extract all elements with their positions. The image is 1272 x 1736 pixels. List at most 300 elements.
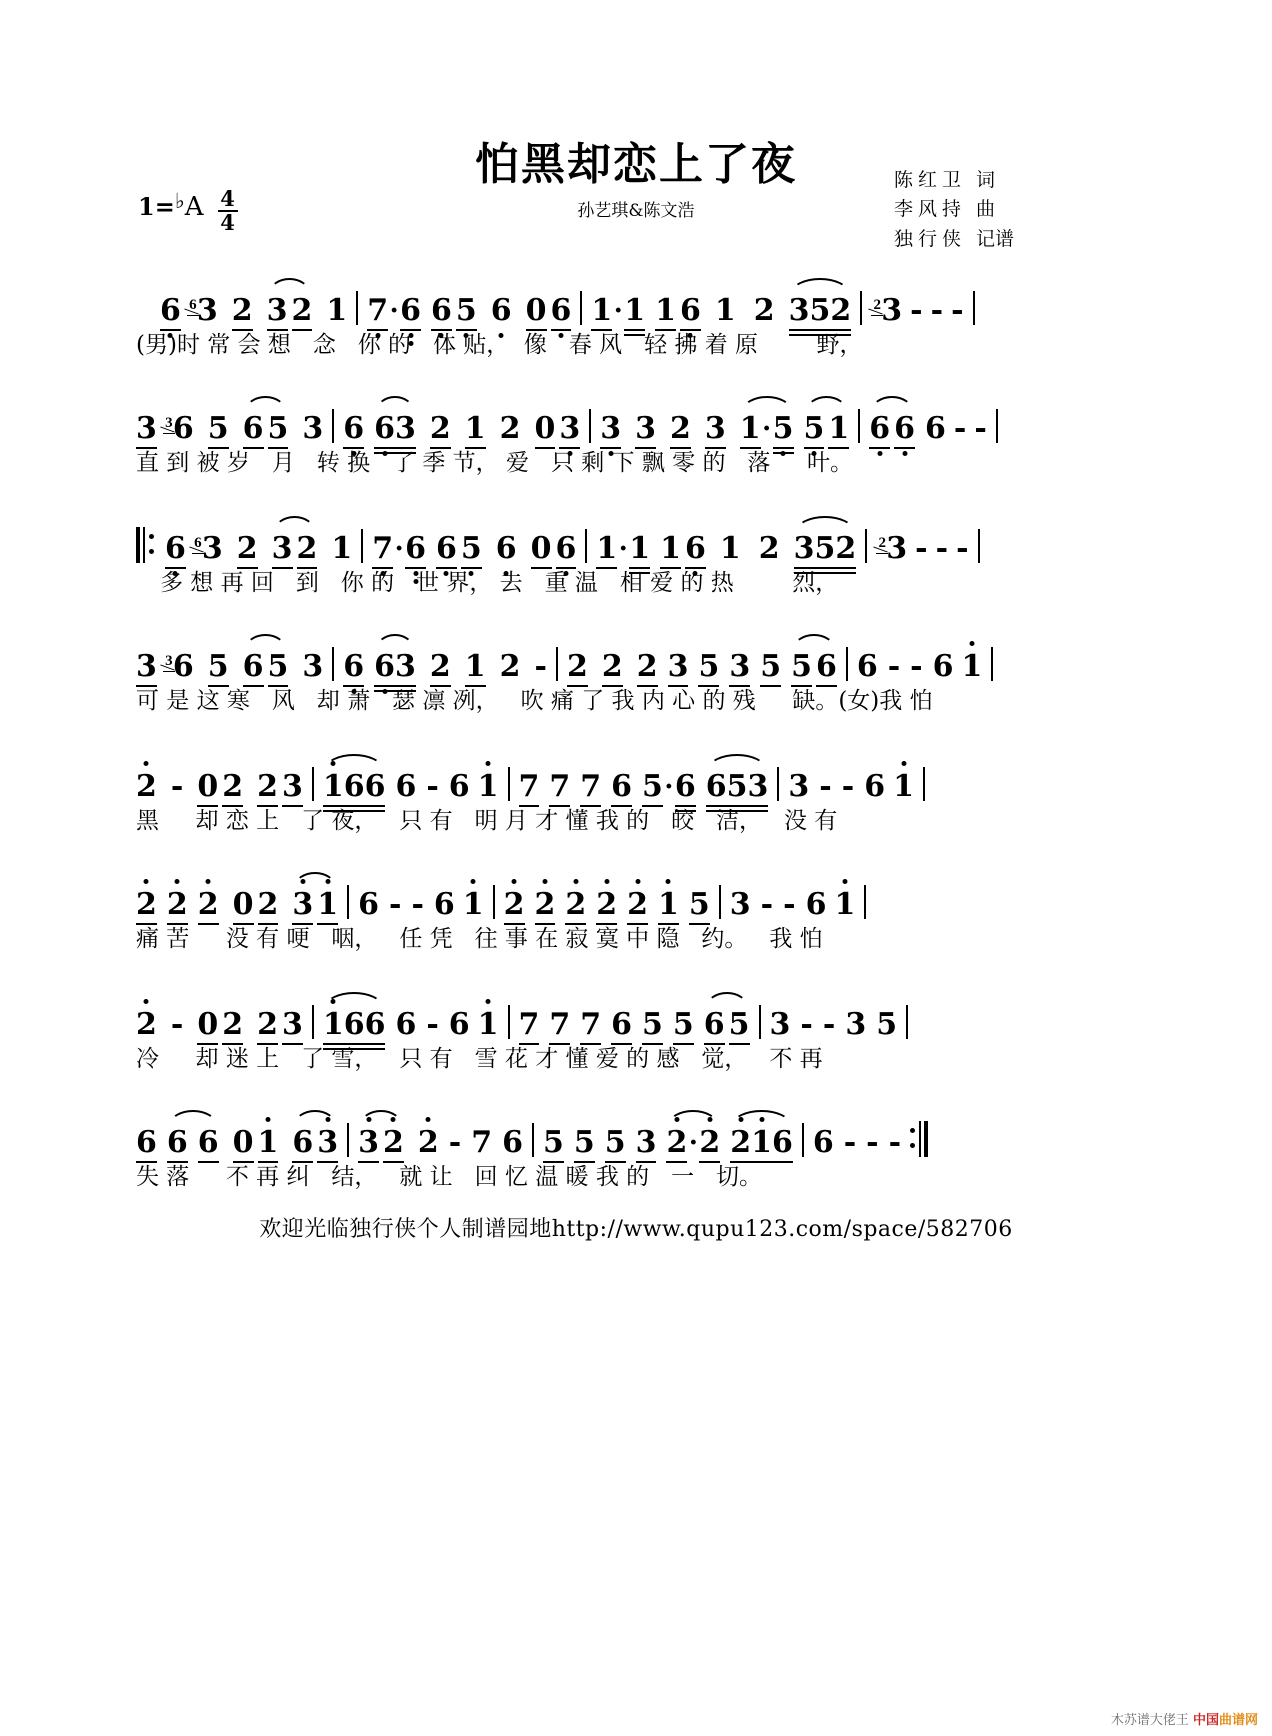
note: 3	[317, 1128, 338, 1158]
note: 1	[655, 293, 677, 328]
note: 1	[719, 531, 741, 566]
note: 2	[136, 890, 157, 920]
credit-composer	[894, 195, 1014, 224]
note: 6	[405, 534, 426, 564]
slur-icon	[793, 634, 835, 649]
note: 5	[642, 769, 663, 804]
note: 1	[893, 772, 914, 802]
note: 6	[343, 652, 364, 682]
note: 3	[196, 293, 218, 328]
note: 6	[925, 411, 946, 446]
note: 1	[464, 411, 486, 446]
note: 5	[728, 1007, 750, 1042]
grace-note: 2	[871, 298, 883, 313]
note: 2	[758, 531, 780, 566]
hold-dash: -	[935, 531, 949, 566]
slur-icon	[791, 278, 850, 293]
barline	[493, 885, 495, 919]
music-system-6	[0, 866, 1272, 960]
repeat-start-icon	[136, 527, 155, 563]
slur-icon	[376, 634, 414, 649]
time-denominator: 4	[220, 209, 235, 235]
note: 2	[666, 1128, 687, 1158]
note: 5	[461, 534, 482, 564]
note: 6	[433, 887, 455, 922]
note: 6	[431, 296, 452, 326]
note: 6	[292, 1125, 314, 1160]
music-system-8	[0, 1104, 1272, 1198]
lyric-row-7: 冷 却 迷 上 了 雪， 只 有 雪 花 才 懂 爱 的 感 觉， 不 再	[136, 1046, 823, 1072]
note: 1	[961, 652, 982, 682]
hold-dash: -	[953, 411, 967, 446]
note-row-1: 6 6 3 2 3 2 1 7 · 6 6 5 6 0 6 1 · 1 1 6 1 2 352 2 3 - - -	[0, 272, 1272, 326]
hold-dash: -	[170, 769, 184, 804]
barline	[759, 1005, 761, 1039]
barline	[312, 1005, 314, 1039]
slur-icon	[169, 1110, 217, 1125]
note: 2	[830, 293, 852, 328]
note: 2	[566, 649, 588, 684]
note: 3	[201, 531, 223, 566]
note: 5	[542, 1125, 564, 1160]
note: 6	[343, 414, 364, 444]
note: 5	[604, 1125, 626, 1160]
note: 6	[448, 769, 470, 804]
note: 7	[580, 1007, 602, 1042]
note: 6	[374, 414, 395, 444]
note: 5	[726, 769, 748, 804]
note: 2	[535, 890, 556, 920]
slur-icon	[742, 396, 792, 411]
note: 6	[805, 887, 827, 922]
hold-dash: -	[956, 531, 969, 566]
barline	[332, 647, 334, 681]
note: 6	[864, 769, 886, 804]
note-row-6	[0, 866, 1272, 920]
note: 2	[136, 1010, 157, 1040]
note: 6	[400, 296, 421, 326]
note: 2	[627, 890, 648, 920]
hold-dash: -	[951, 293, 964, 328]
note: 2	[383, 1128, 404, 1158]
credit-role: 词	[975, 169, 995, 191]
grace-note: 6	[187, 298, 199, 313]
note: 7	[471, 1125, 493, 1160]
note: 3	[788, 293, 810, 328]
note: 3	[769, 1007, 791, 1042]
note: 3	[667, 649, 689, 684]
note-row-5: 2 - 0 2 2 3 1 66 6 - 6 1 7 7 7 6 5 · 6 653 3 - - 6 1	[0, 748, 1272, 802]
lyric-row-1: (男)时 常 会 想 念 你 的 体 贴， 像 春 风 轻 拂 着 原 野，	[136, 332, 863, 358]
note: 2	[636, 649, 658, 684]
note: 3	[793, 531, 815, 566]
note: 6	[242, 649, 264, 684]
note: 6	[502, 1125, 523, 1160]
note: 6	[364, 769, 386, 804]
note: 6	[932, 649, 954, 684]
note: 5	[672, 1007, 694, 1042]
note: 7	[580, 769, 602, 804]
note: 2	[231, 293, 253, 328]
note: 2	[565, 890, 586, 920]
barline	[585, 529, 587, 563]
watermark-prefix: 木苏谱大佬王	[1110, 1713, 1189, 1728]
note: 1	[834, 890, 855, 920]
note: 0	[197, 769, 219, 804]
credit-name: 陈红卫	[893, 169, 966, 191]
hold-dash: -	[800, 1007, 813, 1042]
slur-icon	[269, 278, 311, 293]
note: 1	[596, 531, 618, 566]
note: 6	[856, 649, 878, 684]
note: 3	[559, 414, 580, 444]
note: 7	[367, 296, 388, 326]
note: 5	[267, 411, 289, 446]
key-signature	[138, 186, 238, 236]
note: 3	[395, 411, 416, 446]
note: 6	[496, 534, 517, 564]
hold-dash: -	[819, 769, 832, 804]
note: 2	[753, 293, 775, 328]
watermark-site-orange: 曲谱网	[1218, 1713, 1258, 1728]
barline	[996, 409, 998, 443]
note: 2	[222, 769, 244, 804]
barline	[978, 529, 980, 563]
note: 1	[828, 411, 850, 446]
hold-dash: -	[534, 649, 547, 684]
hold-dash: -	[930, 293, 944, 328]
note: 1	[624, 293, 646, 328]
barline	[858, 409, 860, 443]
barline	[532, 1123, 534, 1157]
note: 2	[257, 1007, 278, 1042]
hold-dash: -	[822, 1007, 836, 1042]
note: 1	[258, 1128, 279, 1158]
note-row-8: 6 6 6 0 1 6 3 3 2 2 - 7 6 5 5 5 3 2 ·2 2 1 6 6 - - -	[0, 1104, 1272, 1158]
note: 6	[815, 649, 837, 684]
note: 6	[491, 296, 512, 326]
note: 6	[160, 296, 181, 326]
lyric-row-4: 可 是 这 寒 风 却 萧 瑟 凛 冽， 吹 痛 了 我 内 心 的 残 缺。(女)我 怕	[136, 688, 933, 714]
note: 6	[436, 534, 457, 564]
note: 3	[635, 411, 656, 446]
note: 3	[302, 649, 324, 684]
hold-dash: -	[887, 649, 901, 684]
note: 2	[257, 887, 279, 922]
note: 6	[611, 1007, 633, 1042]
music-system-5	[0, 748, 1272, 842]
credit-name: 李风持	[893, 198, 966, 221]
slur-icon	[376, 396, 414, 411]
note: 6	[611, 769, 633, 804]
note: 2	[835, 531, 857, 566]
flat-icon: ♭	[174, 188, 185, 213]
barline	[556, 647, 558, 681]
hold-dash: -	[760, 887, 774, 922]
slur-icon	[245, 396, 287, 411]
barline	[719, 885, 721, 919]
credit-transcriber	[894, 225, 1014, 254]
note: 1	[463, 890, 484, 920]
barline	[846, 647, 848, 681]
note: 3	[788, 769, 810, 804]
note: 6	[680, 296, 701, 326]
note: 3	[358, 1128, 379, 1158]
time-numerator: 4	[220, 186, 235, 211]
note: 7	[549, 769, 571, 804]
note: 3	[635, 1125, 657, 1160]
note: 6	[166, 1125, 188, 1160]
note: 3	[845, 1007, 867, 1042]
note: 6	[242, 411, 264, 446]
note: 6	[556, 534, 577, 564]
barline	[347, 1123, 349, 1157]
barline	[864, 885, 866, 919]
lyric-row-5: 黑 却 恋 上 了 夜， 只 有 明 月 才 懂 我 的 皎 洁， 没 有	[136, 808, 838, 834]
barline	[923, 767, 925, 801]
music-system-1	[0, 272, 1272, 366]
note: 1	[317, 890, 338, 920]
note: 6	[812, 1125, 834, 1160]
barline	[508, 767, 510, 801]
note: 3	[292, 890, 313, 920]
note: 6	[136, 1125, 157, 1160]
note: 5	[760, 649, 782, 684]
note: 7	[518, 1007, 540, 1042]
note: 3	[747, 769, 769, 804]
note: 1	[751, 1128, 772, 1158]
note: 6	[771, 1125, 793, 1160]
hold-dash: -	[910, 293, 923, 328]
note: 2	[167, 890, 188, 920]
note: 1	[629, 531, 651, 566]
barline	[356, 291, 358, 325]
note: 6	[674, 769, 696, 804]
note: 1	[478, 1010, 499, 1040]
note: 6	[869, 414, 890, 444]
note: 1	[739, 411, 761, 446]
note: 6	[448, 1007, 470, 1042]
lyric-row-6: 痛 苦 没 有 哽 咽， 任 凭 往 事 在 寂 寞 中 隐 约。 我 怕	[136, 926, 823, 952]
barline	[865, 529, 867, 563]
note: 5	[573, 1125, 595, 1160]
note: 5	[791, 649, 812, 684]
note: 5	[814, 531, 836, 566]
note: 6	[165, 534, 186, 564]
note: 7	[372, 534, 393, 564]
barline	[777, 767, 779, 801]
note: 5	[809, 293, 831, 328]
note: 6	[374, 652, 395, 682]
note: 2	[257, 769, 278, 804]
music-system-2	[0, 390, 1272, 484]
barline	[860, 291, 862, 325]
note: 0	[534, 411, 556, 446]
note: 3	[729, 887, 751, 922]
note: 3	[881, 293, 903, 328]
lyric-row-2: 直 到 被 岁 月 转 换 了 季 节， 爱 只 剩 下 飘 零 的 落 叶。	[136, 450, 853, 476]
note: 2	[504, 890, 525, 920]
note-row-7	[0, 986, 1272, 1040]
note: 6	[343, 1007, 365, 1042]
slur-icon	[796, 516, 855, 531]
note: 5	[456, 296, 477, 326]
note: 2	[296, 531, 318, 566]
note: 6	[395, 1007, 417, 1042]
hold-dash: -	[389, 887, 402, 922]
note: 2	[418, 1128, 439, 1158]
note: 2	[601, 649, 623, 684]
hold-dash: -	[888, 1125, 902, 1160]
footer-url[interactable]: 欢迎光临独行侠个人制谱园地http://www.qupu123.com/space/582706	[259, 1217, 1013, 1242]
note: 6	[703, 1007, 725, 1042]
slur-icon	[708, 754, 767, 769]
note: 5	[876, 1007, 898, 1042]
note: 6	[705, 769, 727, 804]
hold-dash: -	[974, 411, 987, 446]
note: 6	[343, 769, 365, 804]
slur-icon	[806, 396, 848, 411]
repeat-end-icon	[909, 1121, 928, 1157]
note: 3	[704, 411, 726, 446]
grace-note: 3	[163, 416, 175, 431]
note: 0	[525, 293, 547, 328]
note: 1	[326, 293, 348, 328]
note: 3	[271, 531, 293, 566]
barline	[347, 885, 349, 919]
page-title: 怕黑却恋上了夜	[475, 139, 797, 190]
time-signature	[218, 186, 238, 235]
note: 2	[236, 531, 258, 566]
note: 1	[323, 772, 344, 802]
slur-icon	[245, 634, 287, 649]
barline	[580, 291, 582, 325]
note: 2	[136, 772, 157, 802]
note: 2	[222, 1007, 244, 1042]
note: 2	[596, 890, 617, 920]
credit-lyricist	[894, 166, 1014, 195]
note: 6	[395, 769, 417, 804]
hold-dash: -	[866, 1125, 879, 1160]
note: 0	[530, 531, 552, 566]
note: 3	[281, 769, 303, 804]
note: 7	[518, 769, 540, 804]
note: 6	[894, 414, 915, 444]
note: 1	[658, 890, 679, 920]
note: 2	[499, 411, 521, 446]
note: 2	[429, 649, 451, 684]
barline	[802, 1123, 804, 1157]
note: 3	[281, 1007, 303, 1042]
hold-dash: -	[783, 887, 796, 922]
credit-name: 独行侠	[893, 227, 966, 250]
barline	[508, 1005, 510, 1039]
music-system-4	[0, 628, 1272, 722]
note-row-3: 6 6 3 2 3 2 1 7 · 6 6 5 6 0 6 1 · 1 1 6 1 2 352 2 3 - - -	[0, 510, 1272, 564]
note-row-4	[0, 628, 1272, 682]
note: 2	[670, 411, 691, 446]
note: 5	[698, 649, 720, 684]
note: 2	[291, 293, 313, 328]
barline	[973, 291, 975, 325]
note: 1	[331, 531, 353, 566]
page-subtitle: 孙艺琪&陈文浩	[577, 201, 695, 221]
hold-dash: -	[910, 649, 923, 684]
credit-role: 曲	[975, 198, 995, 221]
note: 1	[714, 293, 736, 328]
note: 1	[478, 772, 499, 802]
grace-note: 6	[192, 536, 204, 551]
barline	[906, 1005, 908, 1039]
note: 3	[600, 414, 621, 444]
slur-icon	[706, 992, 748, 1007]
note: 1	[591, 293, 613, 328]
note: 2	[499, 649, 521, 684]
note: 1	[464, 649, 486, 684]
note: 6	[685, 534, 706, 564]
note: 6	[172, 649, 194, 684]
note: 0	[232, 887, 254, 922]
note: 3	[302, 411, 324, 446]
note: 5	[773, 414, 794, 444]
hold-dash: -	[411, 887, 424, 922]
key-letter: A	[184, 192, 204, 222]
slur-icon	[274, 516, 316, 531]
note: 0	[197, 1007, 219, 1042]
note: 7	[549, 1007, 571, 1042]
hold-dash: -	[843, 1125, 857, 1160]
lyric-row-3: 多 想 再 回 到 你 的 世 界， 去 重 温 相 爱 的 热 烈，	[160, 570, 839, 596]
barline	[312, 767, 314, 801]
lyric-row-8: 失 落 不 再 纠 结， 就 让 回 忆 温 暖 我 的 一 切。	[136, 1164, 763, 1190]
note: 6	[551, 296, 572, 326]
note: 5	[207, 649, 229, 684]
note: 5	[688, 887, 710, 922]
note: 3	[886, 531, 908, 566]
note: 1	[660, 531, 682, 566]
music-system-3	[0, 510, 1272, 604]
note: 2	[730, 1128, 751, 1158]
note: 3	[729, 649, 751, 684]
note: 3	[136, 649, 157, 684]
note: 6	[172, 411, 194, 446]
barline	[991, 647, 993, 681]
hold-dash: -	[915, 531, 928, 566]
hold-dash: -	[426, 1007, 439, 1042]
hold-dash: -	[170, 1007, 184, 1042]
note: 2	[198, 890, 219, 920]
note: 6	[197, 1125, 219, 1160]
note: 5	[267, 649, 289, 684]
hold-dash: -	[426, 769, 439, 804]
hold-dash: -	[841, 769, 855, 804]
music-system-7	[0, 986, 1272, 1080]
note: 5	[207, 411, 229, 446]
grace-note: 2	[876, 536, 888, 551]
note: 2	[699, 1128, 720, 1158]
note: 3	[136, 411, 157, 446]
grace-note: 3	[163, 654, 175, 669]
slur-icon	[871, 396, 913, 411]
note: 1	[323, 1010, 344, 1040]
key-prefix: 1=	[138, 192, 175, 221]
barline	[332, 409, 334, 443]
note: 6	[358, 887, 379, 922]
barline	[361, 529, 363, 563]
watermark	[1111, 1709, 1258, 1728]
credits	[894, 166, 1014, 254]
note: 0	[232, 1125, 254, 1160]
